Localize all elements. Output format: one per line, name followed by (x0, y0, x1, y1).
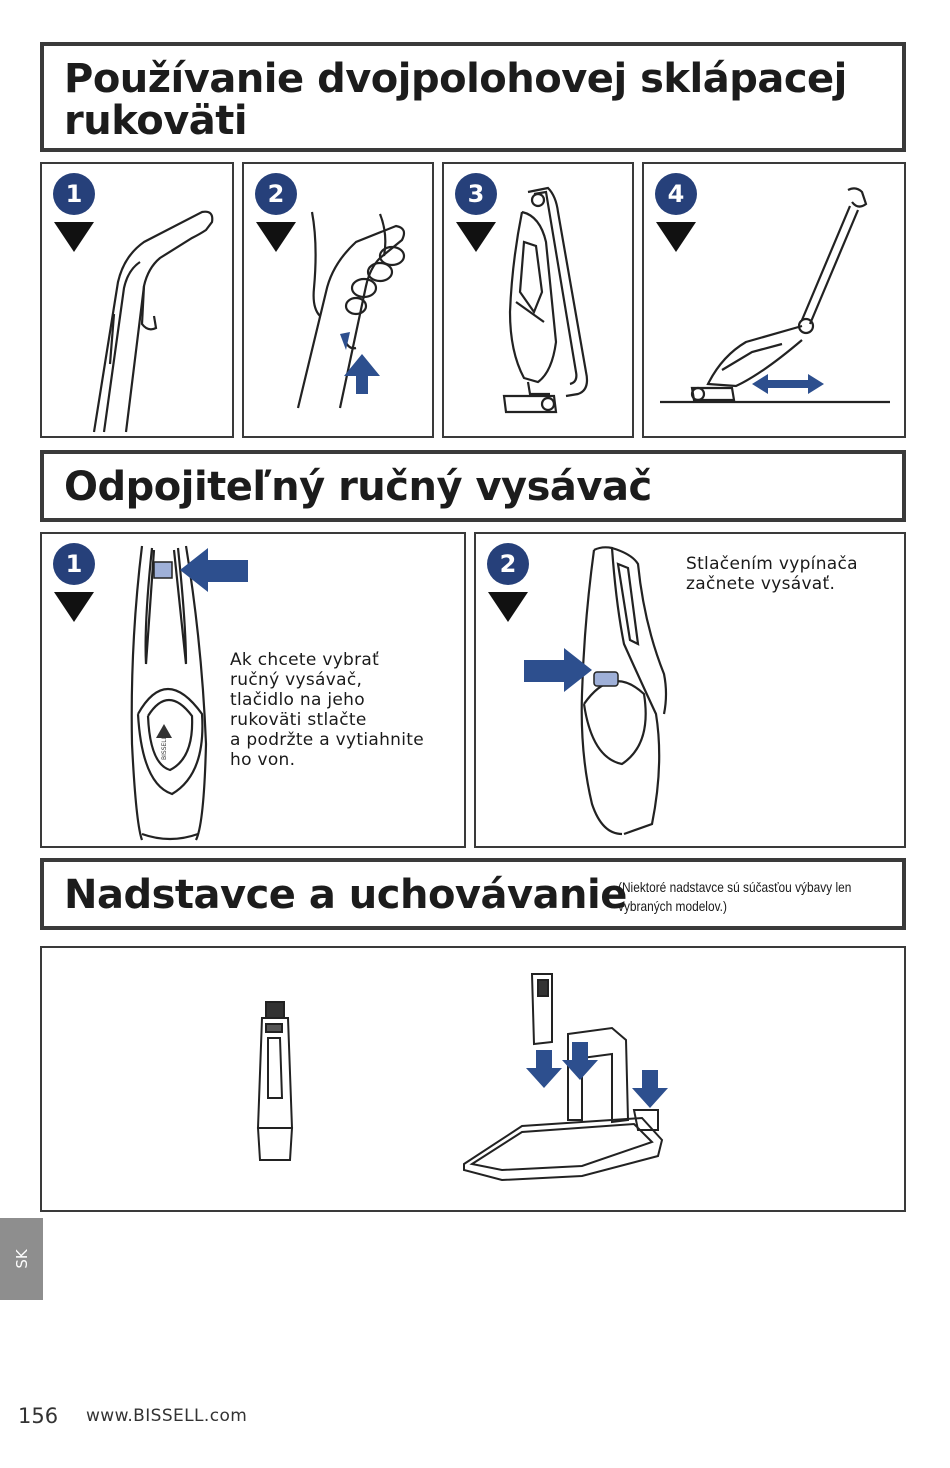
section-attachments-title: Nadstavce a uchovávanie (64, 872, 627, 918)
handle-step-1-panel (40, 162, 234, 438)
hand-press-button-illustration (284, 204, 434, 434)
handheld-step-1-panel (40, 532, 466, 848)
section-handheld-title: Odpojiteľný ručný vysávač (64, 464, 652, 510)
step-number: 4 (667, 180, 685, 208)
section-attachments-note: (Niektoré nadstavce sú súčasťou výbavy len vybraných modelov.) (618, 879, 852, 914)
vacuum-in-use-illustration (652, 180, 902, 420)
step-number: 3 (467, 180, 485, 208)
step-marker-icon (50, 542, 98, 622)
footer-url: www.BISSELL.com (86, 1406, 248, 1426)
handheld-step-2-panel (474, 532, 906, 848)
step-marker-icon (484, 542, 532, 622)
page-number: 156 (18, 1404, 59, 1428)
handheld-power-illustration (572, 544, 682, 844)
section-handle-title: Používanie dvojpolohovej sklápacej rukoväti (64, 56, 847, 144)
storage-base-illustration (462, 970, 682, 1190)
step-number: 1 (65, 180, 83, 208)
handle-step-3-panel (442, 162, 634, 438)
section-handheld-header (40, 450, 906, 522)
language-tab (0, 1218, 43, 1300)
arrow-left-icon (180, 548, 250, 592)
handheld-step-2-text: Stlačením vypínača začnete vysávať. (686, 554, 858, 594)
handle-step-4-panel (642, 162, 906, 438)
step-number: 2 (267, 180, 285, 208)
section-attachments-header (40, 858, 906, 930)
step-number: 1 (65, 550, 83, 578)
handle-folded-illustration (494, 182, 624, 432)
step-number: 2 (499, 550, 517, 578)
arrow-right-icon (522, 648, 592, 692)
crevice-brush-tool-illustration (252, 998, 302, 1168)
step-marker-icon (452, 172, 500, 252)
handle-upright-illustration (82, 204, 232, 434)
language-tab-label: SK (12, 1249, 31, 1269)
handheld-step-1-text: Ak chcete vybrať ručný vysávač, tlačidlo na jeho rukoväti stlačte a podržte a vytiahnite ho von. (230, 650, 424, 770)
handle-step-2-panel (242, 162, 434, 438)
logo-text: BISSELL (161, 736, 168, 760)
attachments-panel (40, 946, 906, 1212)
section-handle-header (40, 42, 906, 152)
